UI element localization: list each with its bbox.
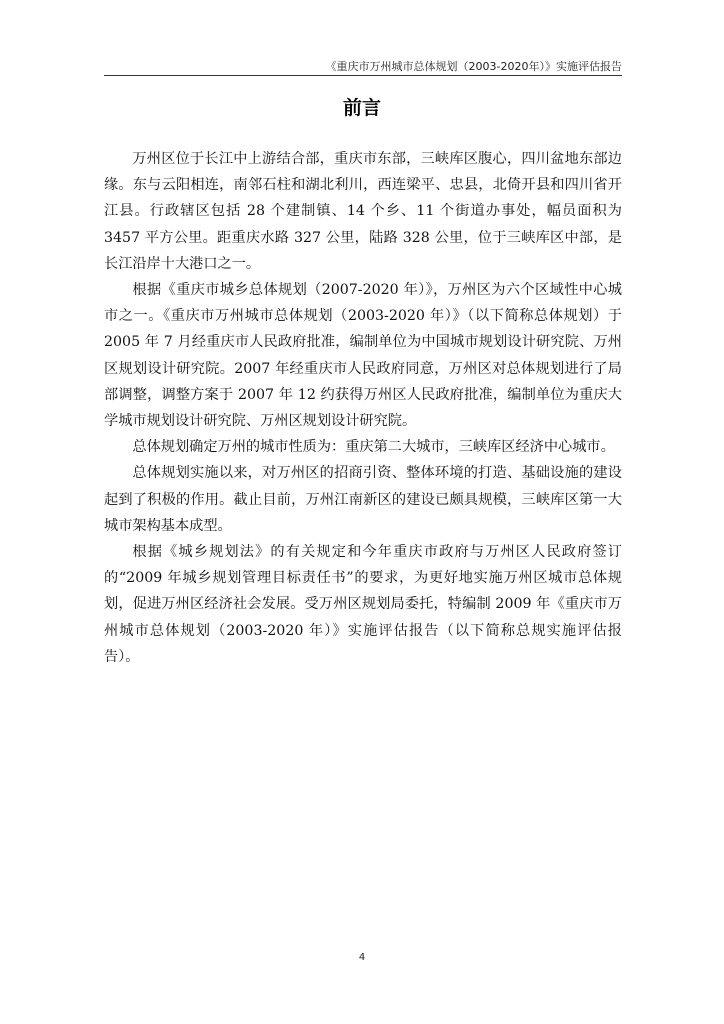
paragraph-location: 万州区位于长江中上游结合部，重庆市东部，三峡库区腹心，四川盆地东部边缘。东与云阳相连，南邻石柱和湖北利川，西连梁平、忠县，北倚开县和四川省开江县。行政辖区包括 28 个建制镇、14 个乡、11 个街道办事处，幅员面积为 3457 平方公里。距重庆水路 327 公里，陆路 328 公里，位于三峡库区中部，是长江沿岸十大港口之一。 <box>104 151 622 272</box>
paragraph-implementation: 总体规划实施以来，对万州区的招商引资、整体环境的打造、基础设施的建设起到了积极的作用。截止目前，万州江南新区的建设已颇具规模，三峡库区第一大城市架构基本成型。 <box>104 465 622 534</box>
header-rule <box>104 75 622 76</box>
page-title: 前言 <box>342 97 381 119</box>
paragraph-report-basis: 根据《城乡规划法》的有关规定和今年重庆市政府与万州区人民政府签订的“2009 年城乡规划管理目标责任书”的要求，为更好地实施万州区城市总体规划，促进万州区经济社会发展。受万州区规划局委托，特编制 2009 年《重庆市万州城市总体规划（2003-2020 年）》实施评估报告（以下简称总规实施评估报告）。 <box>104 544 622 665</box>
page-number: 4 <box>358 952 366 963</box>
paragraph-city-nature: 总体规划确定万州的城市性质为：重庆第二大城市，三峡库区经济中心城市。 <box>132 439 615 456</box>
running-header: 《重庆市万州城市总体规划（2003-2020年）》实施评估报告 <box>325 60 622 73</box>
paragraph-planning-history: 根据《重庆市城乡总体规划（2007-2020 年）》，万州区为六个区域性中心城市之一。《重庆市万州城市总体规划（2003-2020 年）》（以下简称总体规划）于 2005 年 7 月经重庆市人民政府批准，编制单位为中国城市规划设计研究院、万州区规划设计研究院。2007 年经重庆市人民政府同意，万州区对总体规划进行了局部调整，调整方案于 2007 年 12 约获得万州区人民政府批准，编制单位为重庆大学城市规划设计研究院、万州区规划设计研究院。 <box>104 282 622 430</box>
body-text <box>104 146 622 670</box>
